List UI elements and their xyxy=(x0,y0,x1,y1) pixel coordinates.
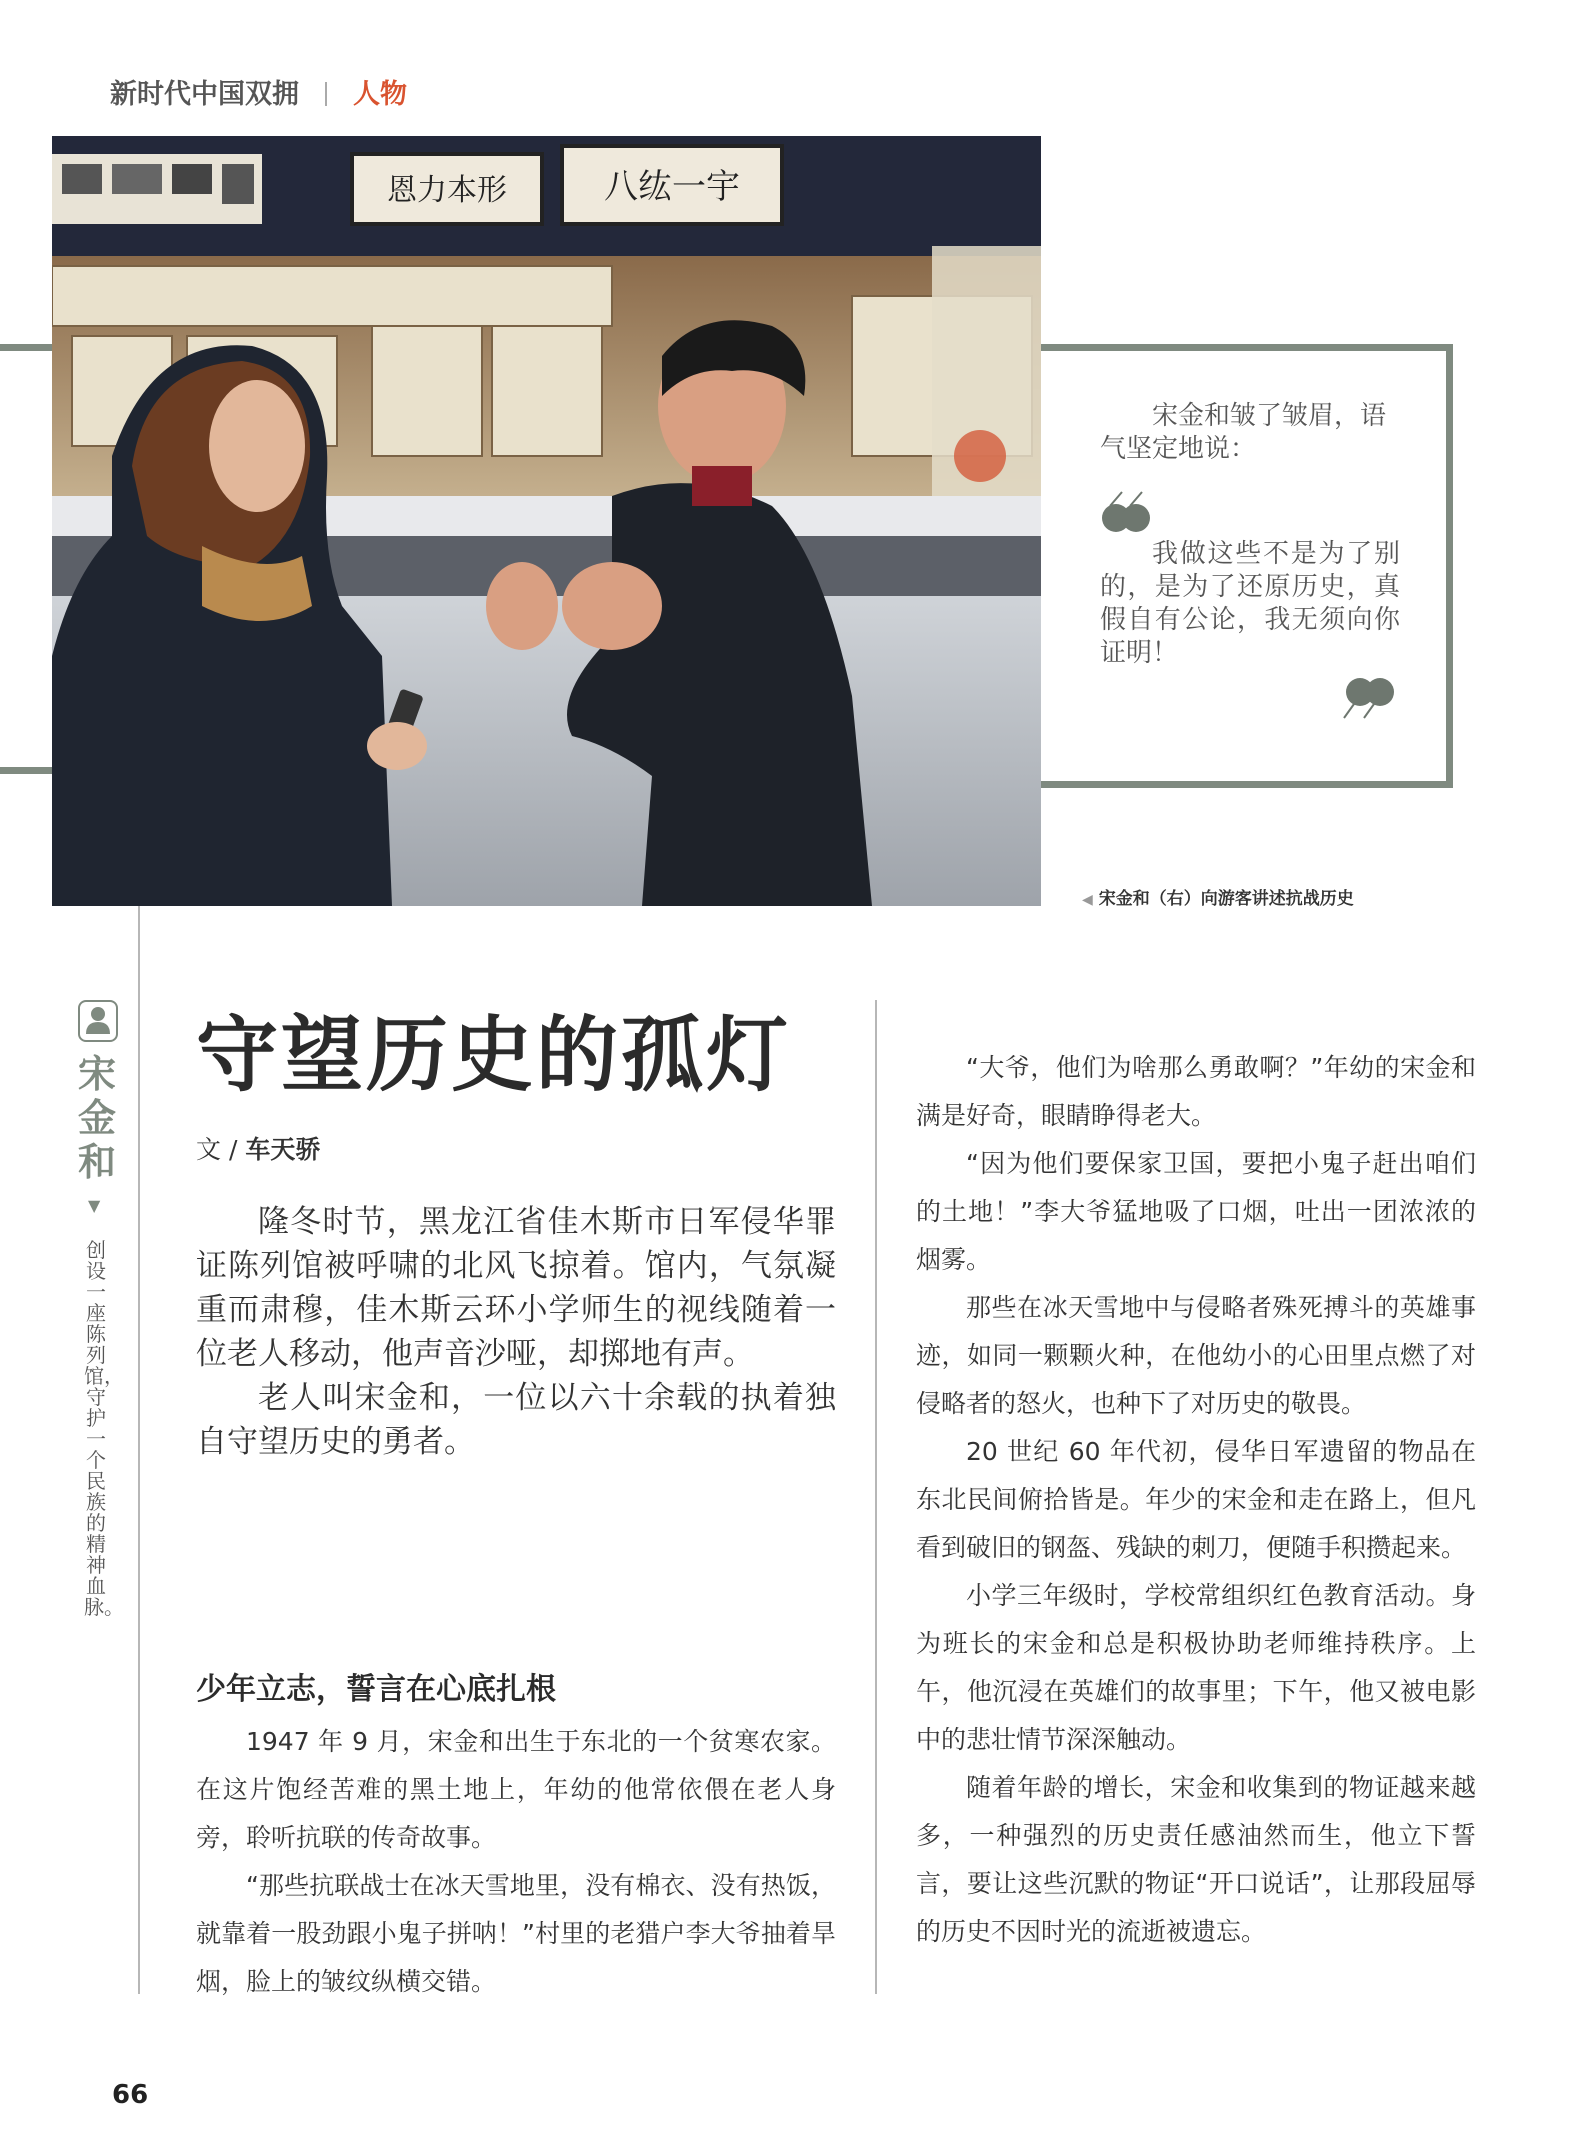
body-paragraph: “那些抗联战士在冰天雪地里，没有棉衣、没有热饭，就靠着一股劲跟小鬼子拼呐！”村里的老猎户李大爷抽着旱烟，脸上的皱纹纵横交错。 xyxy=(196,1871,836,1996)
byline xyxy=(196,1130,320,1166)
sidebar-description: 创设一座陈列馆，守护一个民族的精神血脉。 xyxy=(84,1238,124,1619)
quote-open-icon xyxy=(1100,490,1156,538)
person-icon xyxy=(78,1000,118,1042)
photo-caption xyxy=(1082,884,1354,909)
lead-paragraph: 隆冬时节，黑龙江省佳木斯市日军侵华罪证陈列馆被呼啸的北风飞掠着。馆内，气氛凝重而肃穆，佳木斯云环小学师生的视线随着一位老人移动，他声音沙哑，却掷地有声。 xyxy=(196,1204,836,1372)
body-paragraph: “大爷，他们为啥那么勇敢啊？”年幼的宋金和满是好奇，眼睛睁得老大。 xyxy=(916,1053,1476,1130)
quote-body: 我做这些不是为了别的，是为了还原历史，真假自有公论，我无须向你证明！ xyxy=(1100,539,1400,668)
feature-photo xyxy=(52,136,1041,906)
body-column-right xyxy=(916,1044,1476,1956)
body-column-left xyxy=(196,1718,836,2006)
frame-bar-bottom-left xyxy=(0,767,54,774)
quote-intro: 宋金和皱了皱眉，语气坚定地说： xyxy=(1100,401,1387,464)
left-column-rule xyxy=(138,906,140,1994)
quote-close-icon xyxy=(1340,676,1396,724)
lead-paragraphs xyxy=(196,1200,836,1464)
caption-triangle-icon: ◀ xyxy=(1082,892,1093,908)
section-name: 人物 xyxy=(353,79,407,110)
running-header xyxy=(110,72,407,111)
photo-sign-2: 八纮一宇 xyxy=(604,167,740,207)
magazine-name: 新时代中国双拥 xyxy=(110,79,299,110)
down-triangle-icon: ▼ xyxy=(88,1196,101,1215)
photo-sign-1: 恩力本形 xyxy=(387,173,507,208)
body-paragraph: 那些在冰天雪地中与侵略者殊死搏斗的英雄事迹，如同一颗颗火种，在他幼小的心田里点燃了对侵略者的怒火，也种下了对历史的敬畏。 xyxy=(916,1293,1476,1418)
lead-paragraph: 老人叫宋金和，一位以六十余载的执着独自守望历史的勇者。 xyxy=(196,1380,836,1460)
author-name: 车天骄 xyxy=(245,1135,321,1164)
byline-prefix: 文 / xyxy=(196,1135,246,1164)
body-paragraph: 小学三年级时，学校常组织红色教育活动。身为班长的宋金和总是积极协助老师维持秩序。上午，他沉浸在英雄们的故事里；下午，他又被电影中的悲壮情节深深触动。 xyxy=(916,1581,1476,1754)
page-number: 66 xyxy=(112,2080,149,2110)
body-paragraph: 随着年龄的增长，宋金和收集到的物证越来越多，一种强烈的历史责任感油然而生，他立下誓言，要让这些沉默的物证“开口说话”，让那段屈辱的历史不因时光的流逝被遗忘。 xyxy=(916,1773,1476,1946)
article-title: 守望历史的孤灯 xyxy=(196,1007,792,1103)
sidebar-person-name: 宋金和 xyxy=(77,1051,116,1184)
frame-bar-top-left xyxy=(0,344,54,351)
header-divider xyxy=(325,82,327,106)
section-subheading: 少年立志，誓言在心底扎根 xyxy=(196,1672,556,1707)
middle-column-rule xyxy=(875,1000,877,1994)
body-paragraph: “因为他们要保家卫国，要把小鬼子赶出咱们的土地！”李大爷猛地吸了口烟，吐出一团浓浓的烟雾。 xyxy=(916,1149,1476,1274)
body-paragraph: 1947 年 9 月，宋金和出生于东北的一个贫寒农家。在这片饱经苦难的黑土地上，年幼的他常依偎在老人身旁，聆听抗联的传奇故事。 xyxy=(196,1727,836,1852)
caption-text: 宋金和（右）向游客讲述抗战历史 xyxy=(1098,889,1354,909)
body-paragraph: 20 世纪 60 年代初，侵华日军遗留的物品在东北民间俯拾皆是。年少的宋金和走在路上，但凡看到破旧的钢盔、残缺的刺刀，便随手积攒起来。 xyxy=(916,1437,1476,1562)
